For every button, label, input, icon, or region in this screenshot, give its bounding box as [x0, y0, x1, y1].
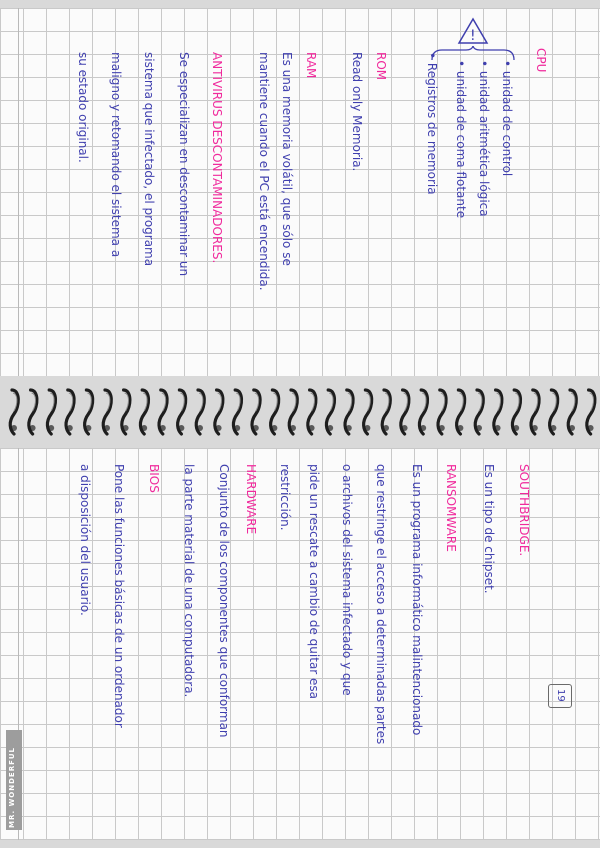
ram-title: RAM [304, 52, 318, 79]
cpu-item-4: • Registros de memoria [425, 52, 439, 195]
bios-line-1: Pone las funciones básicas de un ordenador [112, 464, 126, 728]
page-margin-line [18, 8, 19, 376]
antivirus-line-3: maligno y retomando el sistema a [109, 52, 123, 258]
cpu-title: CPU [534, 48, 548, 73]
spiral-binding [0, 384, 600, 444]
southbridge-line-1: Es un tipo de chipset. [482, 464, 496, 594]
notebook-page-bottom [0, 448, 600, 840]
cpu-item-3: • unidad de coma flotante [454, 60, 468, 219]
ram-line-2: mantiene cuando el PC está encendida. [257, 52, 271, 291]
southbridge-title: SOUTHBRIDGE. [517, 464, 531, 557]
hardware-line-2: la parte material de una computadora. [182, 464, 196, 698]
page-number-box [548, 684, 572, 708]
ransomware-line-5: restricción. [278, 464, 292, 531]
hardware-title: HARDWARE [244, 464, 258, 535]
warning-triangle-icon [456, 16, 490, 46]
cpu-item-1: • unidad de control [500, 60, 514, 177]
ransomware-line-3: o archivos del sistema infectado y que [340, 464, 354, 696]
bios-line-2: a disposición del usuario. [78, 464, 92, 616]
page-number: 19 [555, 689, 566, 702]
ransomware-line-1: Es un programa informático malintencionado [410, 464, 424, 736]
ransomware-title: RANSOMWARE [444, 464, 458, 552]
antivirus-title: ANTIVIRUS DESCONTAMINADORES. [210, 52, 224, 264]
notebook-page-top [0, 8, 600, 376]
antivirus-line-4: su estado original. [76, 52, 90, 163]
cpu-item-2: • unidad aritmética lógica [477, 60, 491, 217]
hardware-line-1: Conjunto de los componentes que conforman [217, 464, 231, 738]
rom-line-1: Read only Memoria. [350, 52, 364, 172]
ram-line-1: Es una memoria volátil, que sólo se [280, 52, 294, 266]
brand-text: MR. WONDERFUL [8, 746, 16, 828]
antivirus-line-1: Se especializan en descontaminar un [177, 52, 191, 277]
rom-title: ROM [374, 52, 388, 81]
svg-text:!: ! [470, 28, 476, 44]
bios-title: BIOS [147, 464, 161, 493]
antivirus-line-2: sistema que infectado, el programa [142, 52, 156, 267]
ransomware-line-2: que restringe el acceso a determinadas partes [374, 464, 388, 745]
brand-label [6, 730, 22, 830]
ransomware-line-4: pide un rescate a cambio de quitar esa [307, 464, 321, 700]
